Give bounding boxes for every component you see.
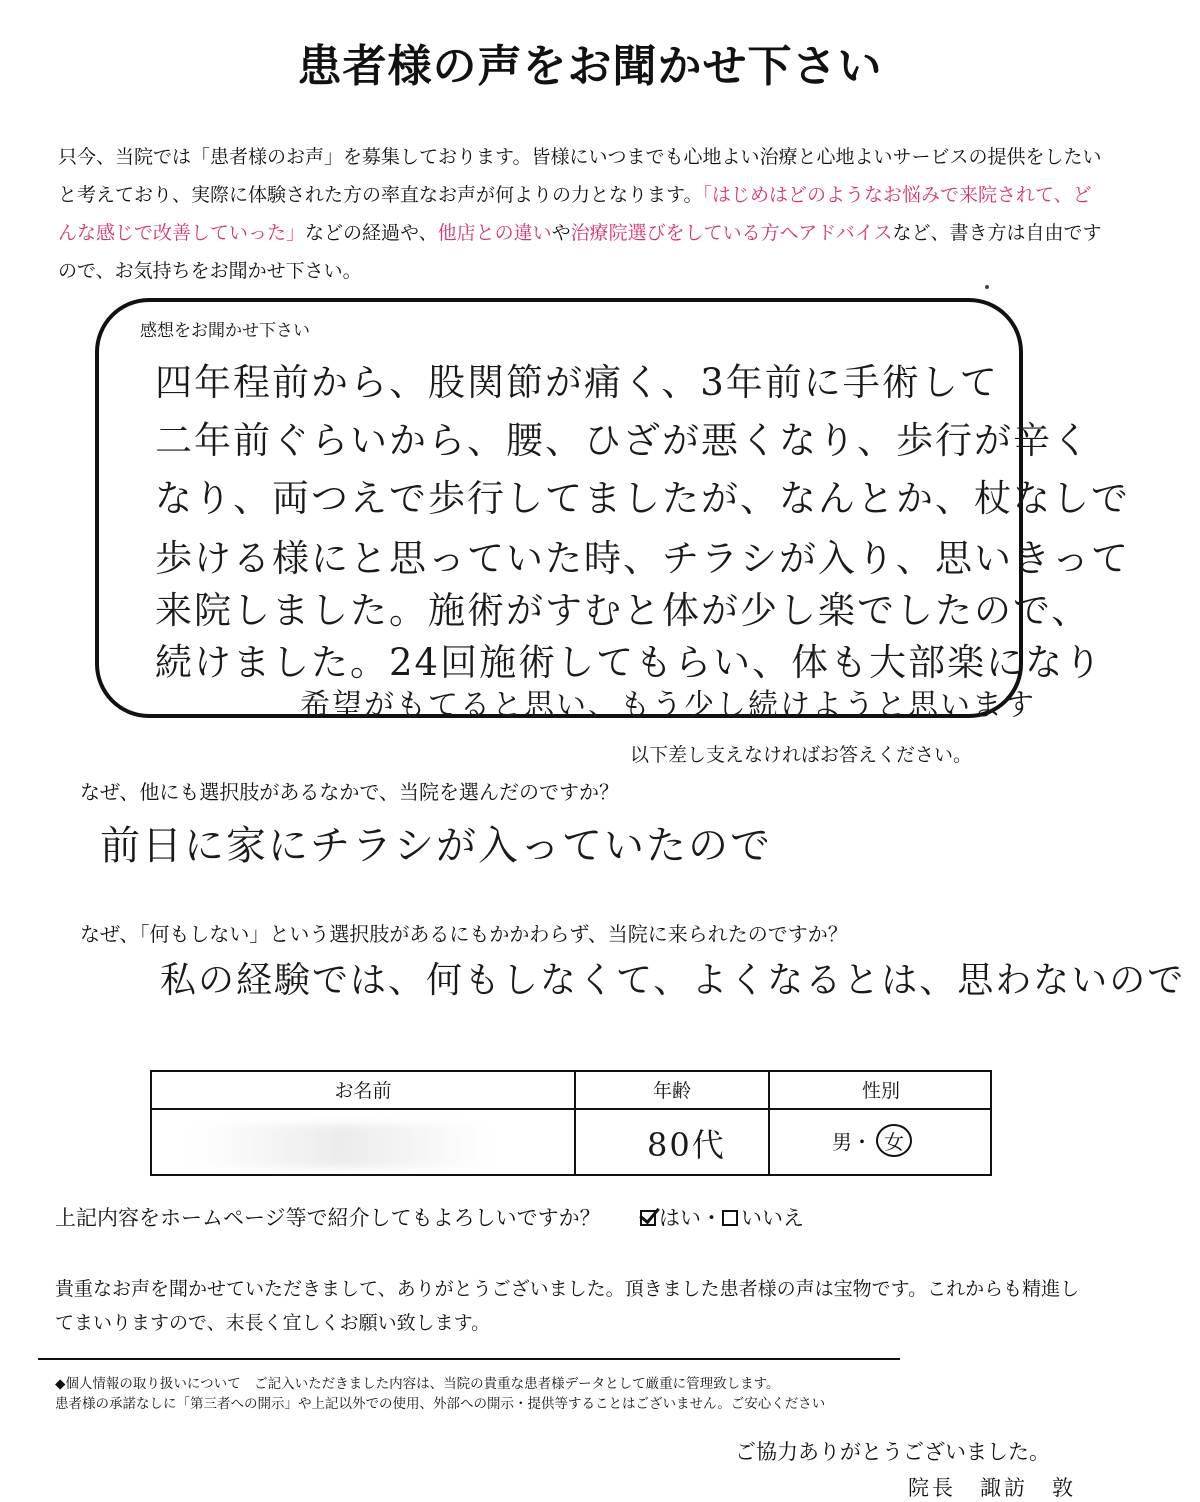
- comment-line: 四年程前から、股関節が痛く、3年前に手術して: [155, 361, 999, 404]
- optional-note: 以下差し支えなければお答えください。: [630, 744, 973, 766]
- consent-question: 上記内容をホームページ等で紹介してもよろしいですか？: [55, 1206, 601, 1230]
- patient-info-table: [150, 1070, 992, 1176]
- director-signature: 院長 諏訪 敦: [908, 1476, 1076, 1500]
- comment-line: 二年前ぐらいから、腰、ひざが悪くなり、歩行が辛く: [155, 419, 1091, 462]
- header-name: お名前: [334, 1080, 392, 1102]
- consent-yes-label: はい: [658, 1206, 701, 1230]
- privacy-notice: [55, 1374, 1055, 1414]
- sex-female-option-circled: 女: [876, 1124, 912, 1157]
- privacy-line: 患者様の承諾なしに「第三者への開示」や上記以外での使用、外部への開示・提供等することはございません。ご安心ください: [55, 1396, 826, 1412]
- comment-line: 希望がもてると思い、もう少し続けようと思います: [300, 688, 1036, 723]
- intro-highlight-1: 「はじめはどのようなお悩みで来院されて、どんな感じで改善していった」: [58, 184, 1092, 244]
- comment-line: なり、両つえで歩行してましたが、なんとか、杖なしで: [155, 477, 1130, 520]
- question-2: なぜ、「何もしない」という選択肢があるにもかかわらず、当院に来られたのですか？: [80, 922, 848, 946]
- intro-highlight-3: 治療院選びをしている方へアドバイス: [570, 222, 893, 244]
- intro-text-3: や: [551, 222, 571, 244]
- consent-no-checkbox[interactable]: [722, 1210, 738, 1226]
- consent-no-label: いいえ: [740, 1206, 804, 1230]
- intro-text-2: などの経過や、: [305, 222, 438, 244]
- page-title: 患者様の声をお聞かせ下さい: [297, 41, 883, 92]
- answer-1: 前日に家にチラシが入っていたので: [100, 823, 772, 869]
- header-age: 年齢: [652, 1080, 691, 1102]
- comment-line: 続けました。24回施術してもらい、体も大部楽になり: [155, 641, 1104, 684]
- privacy-line: ◆個人情報の取り扱いについて ご記入いただきました内容は、当院の貴重な患者様データとして厳重に管理致します。: [55, 1376, 780, 1392]
- header-sex: 性別: [861, 1080, 900, 1102]
- intro-highlight-2: 他店との違い: [437, 222, 552, 244]
- thanks-message: 貴重なお声を聞かせていただきまして、ありがとうございました。頂きました患者様の声は宝物です。これからも精進してまいりますので、末長く宜しくお願い致します。: [55, 1278, 1080, 1334]
- divider-line: [38, 1358, 900, 1360]
- consent-yes-checkbox[interactable]: [640, 1210, 656, 1226]
- consent-row: [55, 1202, 804, 1232]
- stray-dot: [985, 285, 989, 289]
- name-redacted: [192, 1124, 492, 1168]
- age-value: 80代: [647, 1126, 726, 1164]
- sex-male-option: 男: [832, 1130, 852, 1154]
- sex-selection: [832, 1124, 912, 1157]
- intro-text-1: 只今、当院では「患者様のお声」を募集しております。皆様にいつまでも心地よい治療と心地よいサービスの提供をしたいと考えており、実際に体験された方の率直なお声が何よりの力となります。: [58, 146, 1102, 206]
- answer-2: 私の経験では、何もしなくて、よくなるとは、思わないので: [160, 960, 1186, 1001]
- closing-message: ご協力ありがとうございました。: [735, 1440, 1050, 1464]
- comment-label: 感想をお聞かせ下さい: [140, 321, 310, 341]
- comment-line: 来院しました。施術がすむと体が少し楽でしたので、: [155, 589, 1091, 632]
- comment-line: 歩ける様にと思っていた時、チラシが入り、思いきって: [155, 537, 1130, 580]
- sex-separator: ・: [852, 1130, 872, 1154]
- intro-paragraph: [58, 138, 1108, 290]
- table-divider: [152, 1108, 990, 1110]
- question-1: なぜ、他にも選択肢があるなかで、当院を選んだのですか？: [80, 780, 619, 804]
- intro-text-4: など、書き方は自由ですので、お気持ちをお聞かせ下さい。: [58, 222, 1102, 282]
- consent-separator: ・: [700, 1206, 722, 1230]
